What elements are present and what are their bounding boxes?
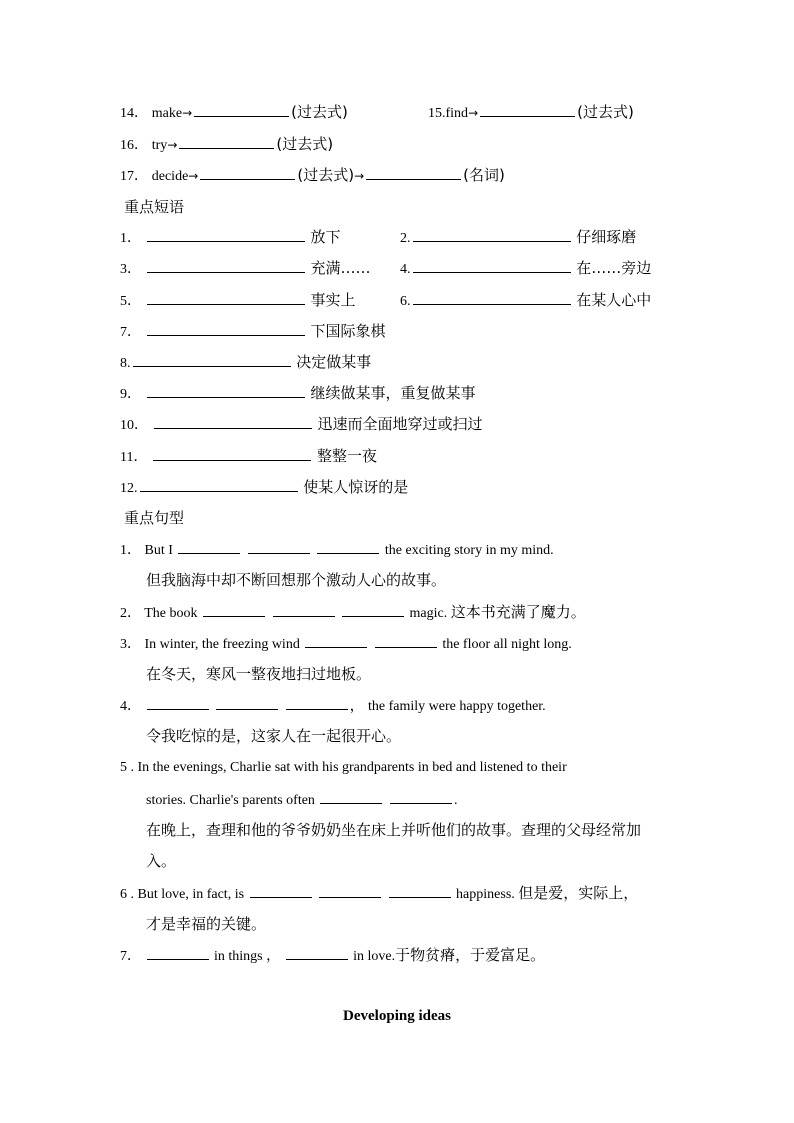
phrase-item-4 <box>400 258 651 280</box>
item-number: 3． <box>120 262 141 277</box>
sentence-text: the floor all night long. <box>442 637 572 652</box>
phrase-item-6 <box>400 290 651 312</box>
answer-blank[interactable] <box>413 290 571 305</box>
punctuation: . <box>453 793 458 808</box>
phrase-meaning: 仔细琢磨 <box>576 228 637 246</box>
word-form-hint: (过去式) <box>577 103 634 121</box>
sentences-heading: 重点句型 <box>124 509 185 527</box>
answer-blank[interactable] <box>480 102 575 117</box>
section-title: Developing ideas <box>343 1008 451 1024</box>
answer-blank[interactable] <box>248 539 310 554</box>
item-number: 10． <box>120 418 148 433</box>
phrase-item-2 <box>400 227 636 249</box>
phrase-meaning: 整整一夜 <box>316 447 377 465</box>
vocab-word: find <box>445 106 469 121</box>
arrow-icon: → <box>468 106 479 120</box>
item-number: 12. <box>120 481 138 496</box>
answer-blank[interactable] <box>375 633 437 648</box>
word-form-hint: (过去式) <box>291 103 348 121</box>
answer-blank[interactable] <box>389 883 451 898</box>
answer-blank[interactable] <box>413 258 571 273</box>
answer-blank[interactable] <box>305 633 367 648</box>
sentence-translation: 但是爱，实际上， <box>518 884 639 902</box>
answer-blank[interactable] <box>178 539 240 554</box>
sentence-1 <box>120 539 554 561</box>
answer-blank[interactable] <box>273 602 335 617</box>
sentence-translation: 但我脑海中却不断回想那个激动人心的故事。 <box>146 571 447 589</box>
answer-blank[interactable] <box>179 134 274 149</box>
answer-blank[interactable] <box>154 414 312 429</box>
phrase-meaning: 在……旁边 <box>576 259 652 277</box>
sentence-text: happiness. <box>456 887 515 902</box>
sentence-text: But I <box>144 543 173 558</box>
item-number: 4． <box>120 699 141 714</box>
phrase-meaning: 迅速而全面地穿过或扫过 <box>317 415 483 433</box>
phrase-item-12 <box>120 477 408 499</box>
answer-blank[interactable] <box>203 602 265 617</box>
word-form-hint: (过去式) <box>297 166 355 184</box>
phrase-item-10 <box>120 414 483 436</box>
arrow-icon: → <box>188 169 199 183</box>
item-number: 8. <box>120 356 131 371</box>
item-number: 5 . <box>120 760 134 775</box>
answer-blank[interactable] <box>200 165 295 180</box>
item-number: 9． <box>120 387 141 402</box>
answer-blank[interactable] <box>147 695 209 710</box>
answer-blank[interactable] <box>133 352 291 367</box>
sentence-translation: 入。 <box>146 852 177 870</box>
phrase-item-9 <box>120 383 476 405</box>
phrase-meaning: 下国际象棋 <box>310 322 386 340</box>
item-number: 6. <box>400 294 411 309</box>
answer-blank[interactable] <box>147 383 305 398</box>
sentence-text: the exciting story in my mind. <box>384 543 554 558</box>
sentence-text: in things ， <box>214 949 281 964</box>
sentence-translation: 在晚上，查理和他的爷爷奶奶坐在床上并听他们的故事。查理的父母经常加 <box>146 821 642 839</box>
item-number: 5． <box>120 294 141 309</box>
item-number: 4. <box>400 262 411 277</box>
phrase-meaning: 充满…… <box>310 259 371 277</box>
item-number: 11． <box>120 450 148 465</box>
phrase-item-5 <box>120 290 356 312</box>
phrase-item-7 <box>120 321 386 343</box>
answer-blank[interactable] <box>147 321 305 336</box>
sentence-2 <box>120 602 586 624</box>
item-number: 6 . <box>120 887 134 902</box>
answer-blank[interactable] <box>194 102 289 117</box>
arrow-icon: → <box>182 106 193 120</box>
sentence-text: But love, in fact, is <box>137 887 245 902</box>
answer-blank[interactable] <box>153 446 311 461</box>
vocab-row-15 <box>428 102 634 124</box>
item-number: 17． <box>120 169 148 184</box>
sentence-text: the family were happy together. <box>368 699 546 714</box>
answer-blank[interactable] <box>286 945 348 960</box>
word-form-hint: (名词) <box>463 166 505 184</box>
sentence-text: in love. <box>353 949 396 964</box>
sentence-7 <box>120 945 545 967</box>
answer-blank[interactable] <box>366 165 461 180</box>
item-number: 7． <box>120 325 141 340</box>
sentence-6 <box>120 883 638 905</box>
punctuation: ， <box>349 696 365 714</box>
vocab-row-16 <box>120 134 333 156</box>
answer-blank[interactable] <box>147 227 305 242</box>
item-number: 2. <box>400 231 411 246</box>
answer-blank[interactable] <box>342 602 404 617</box>
arrow-icon: → <box>354 169 365 183</box>
answer-blank[interactable] <box>320 789 382 804</box>
sentence-5 <box>120 758 567 778</box>
word-form-hint: (过去式) <box>276 135 334 153</box>
vocab-word: try <box>151 138 168 153</box>
answer-blank[interactable] <box>216 695 278 710</box>
answer-blank[interactable] <box>250 883 312 898</box>
phrase-meaning: 事实上 <box>310 291 356 309</box>
sentence-translation: 令我吃惊的是，这家人在一起很开心。 <box>146 727 402 745</box>
sentence-text: In winter, the freezing wind <box>144 637 300 652</box>
phrase-meaning: 放下 <box>310 228 341 246</box>
sentence-3 <box>120 633 572 655</box>
sentence-translation: 在冬天，寒风一整夜地扫过地板。 <box>146 665 372 683</box>
item-number: 1． <box>120 231 141 246</box>
item-number: 3． <box>120 637 141 652</box>
phrase-meaning: 使某人惊讶的是 <box>303 478 409 496</box>
item-number: 15. <box>428 106 446 121</box>
phrase-item-8 <box>120 352 371 374</box>
phrase-item-1 <box>120 227 341 249</box>
answer-blank[interactable] <box>319 883 381 898</box>
item-number: 14． <box>120 106 148 121</box>
sentence-translation: 才是幸福的关键。 <box>146 915 267 933</box>
sentence-text: magic. <box>409 606 448 621</box>
answer-blank[interactable] <box>413 227 571 242</box>
sentence-4 <box>120 695 546 717</box>
answer-blank[interactable] <box>317 539 379 554</box>
sentence-5-line-2 <box>146 789 457 811</box>
phrase-meaning: 继续做某事，重复做某事 <box>310 384 476 402</box>
answer-blank[interactable] <box>140 477 298 492</box>
vocab-word: make <box>151 106 183 121</box>
answer-blank[interactable] <box>147 290 305 305</box>
sentence-translation: 这本书充满了魔力。 <box>450 603 586 621</box>
item-number: 7． <box>120 949 141 964</box>
answer-blank[interactable] <box>147 945 209 960</box>
vocab-row-17 <box>120 165 505 187</box>
answer-blank[interactable] <box>390 789 452 804</box>
vocab-row-14-15 <box>120 102 348 124</box>
answer-blank[interactable] <box>147 258 305 273</box>
arrow-icon: → <box>167 138 178 152</box>
phrase-item-11 <box>120 446 377 468</box>
sentence-text: In the evenings, Charlie sat with his grandparents in bed and listened to their <box>137 760 567 775</box>
item-number: 16． <box>120 138 148 153</box>
vocab-word: decide <box>151 169 189 184</box>
item-number: 1． <box>120 543 141 558</box>
sentence-translation: 于物贫瘠，于爱富足。 <box>395 946 546 964</box>
phrase-meaning: 决定做某事 <box>296 353 372 371</box>
item-number: 2． <box>120 606 141 621</box>
phrases-heading: 重点短语 <box>124 198 185 216</box>
sentence-text: The book <box>144 606 198 621</box>
answer-blank[interactable] <box>286 695 348 710</box>
phrase-meaning: 在某人心中 <box>576 291 652 309</box>
sentence-text: stories. Charlie's parents often <box>146 793 315 808</box>
phrase-item-3 <box>120 258 371 280</box>
